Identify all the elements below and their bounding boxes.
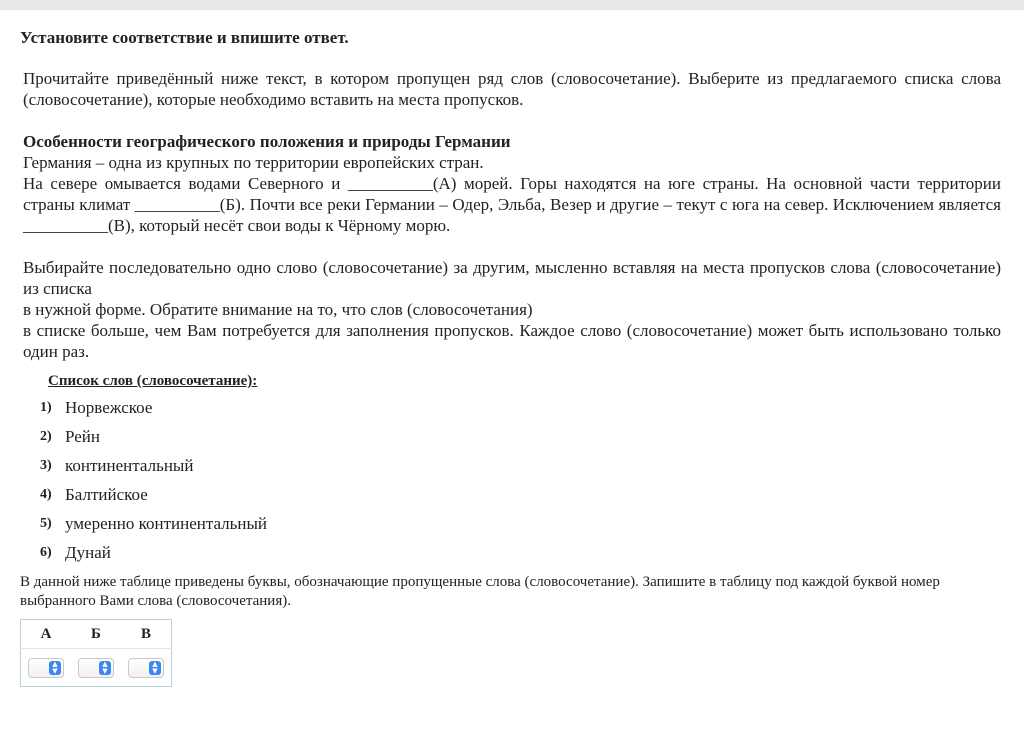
list-item (40, 543, 267, 572)
answer-table-header (21, 620, 172, 649)
answer-cell-v (121, 649, 172, 687)
list-item-number: 6) (40, 545, 52, 560)
column-header-b: Б (91, 625, 101, 642)
list-item-number: 1) (40, 400, 52, 415)
list-item-word: Рейн (65, 427, 100, 446)
up-down-chevron-icon: ▲ ▼ (149, 661, 161, 675)
instructions-line-1: Выбирайте последовательно одно слово (словосочетание) за другим, мысленно вставляя на места пропусков слова (словосочетание) из списка (23, 258, 1001, 298)
word-list-heading: Список слов (словосочетание): (48, 373, 258, 389)
list-item-word: Норвежское (65, 398, 153, 417)
up-down-chevron-icon: ▲ ▼ (99, 661, 111, 675)
list-item (40, 485, 267, 514)
list-item-word: умеренно континентальный (65, 514, 268, 533)
list-item-word: Дунай (65, 543, 111, 562)
answer-table (20, 619, 172, 687)
list-item-number: 3) (40, 458, 52, 473)
list-item-number: 5) (40, 516, 52, 531)
passage-title: Особенности географического положения и природы Германии (23, 132, 511, 151)
list-item (40, 456, 267, 485)
list-item (40, 514, 267, 543)
answer-cell-a (21, 649, 72, 687)
top-bar (0, 0, 1024, 10)
list-item (40, 398, 267, 427)
table-note: В данной ниже таблице приведены буквы, обозначающие пропущенные слова (словосочетание). Запишите в таблицу под каждой буквой номер выбранного Вами слова (словосочетания). (20, 574, 940, 609)
instructions (23, 257, 1001, 362)
task-intro: Прочитайте приведённый ниже текст, в котором пропущен ряд слов (словосочетание). Выберите из предлагаемого списка слова (словосочетание), которые необходимо вставить на места пропусков. (23, 69, 1001, 109)
up-down-chevron-icon: ▲ ▼ (49, 661, 61, 675)
answer-cell-b (71, 649, 121, 687)
list-item-word: континентальный (65, 456, 194, 475)
passage-line: Германия – одна из крупных по территории европейских стран. (23, 153, 484, 172)
instructions-line-2: в нужной форме. Обратите внимание на то, что слов (словосочетания) (23, 300, 533, 319)
column-header-a: А (40, 625, 52, 642)
passage-body: На севере омывается водами Северного и __________(А) морей. Горы находятся на юге страны. На основной части территории страны климат __________(Б). Почти все реки Германии – Одер, Эльба, Везер и другие – текут с юга на север. Исключением является __________(В), который несёт свои воды к Чёрному морю. (23, 174, 1001, 235)
answer-select-row (21, 649, 172, 687)
list-item-number: 2) (40, 429, 52, 444)
task-heading: Установите соответствие и впишите ответ. (20, 28, 349, 47)
answer-select-a[interactable] (28, 658, 64, 678)
list-item-number: 4) (40, 487, 52, 502)
column-header-v: В (140, 625, 151, 642)
passage (23, 131, 1001, 236)
list-item (40, 427, 267, 456)
list-item-word: Балтийское (65, 485, 148, 504)
instructions-line-3: в списке больше, чем Вам потребуется для заполнения пропусков. Каждое слово (словосочетание) может быть использовано только один раз. (23, 321, 1001, 361)
word-list (40, 398, 267, 572)
answer-select-v[interactable] (128, 658, 164, 678)
answer-select-b[interactable] (78, 658, 114, 678)
